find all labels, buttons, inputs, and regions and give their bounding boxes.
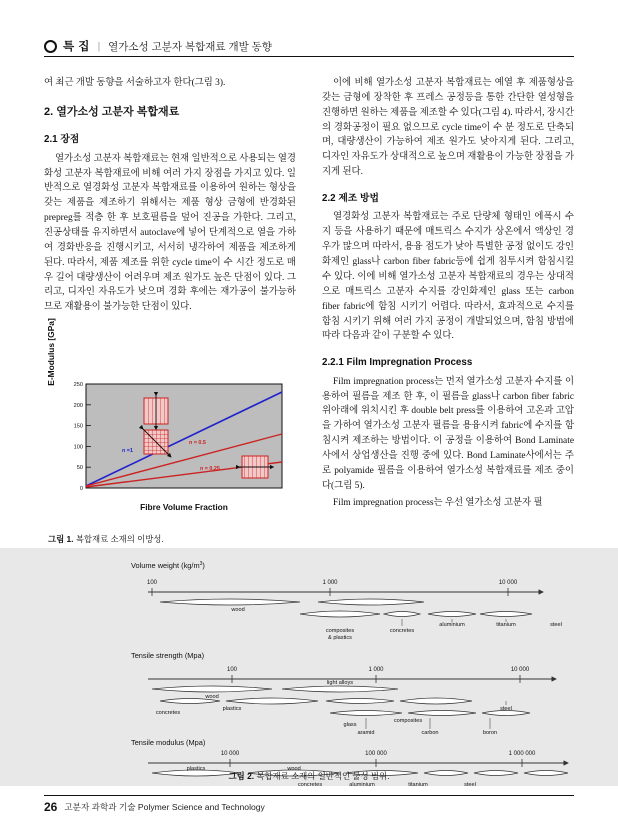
- panel-2-label-plastics: plastics: [222, 706, 242, 712]
- series-label-n025: n = 0.25: [200, 466, 220, 472]
- panel-2-label-concretes: concretes: [155, 710, 181, 716]
- section-heading-2: 2. 열가소성 고분자 복합재료: [44, 105, 180, 118]
- panel-1-tick-2: 1 000: [322, 580, 338, 586]
- figure-1: [46, 318, 290, 545]
- header-badge-label: 특 집: [63, 41, 90, 53]
- header-subtitle: 열가소성 고분자 복합재료 개발 동향: [108, 40, 272, 53]
- figure-2-caption: [0, 770, 618, 782]
- specimen-box-top: [144, 394, 168, 428]
- y-tick-150: 150: [73, 423, 83, 430]
- y-tick-250: 250: [73, 382, 83, 388]
- figure-2-panel-volume-weight: [131, 561, 562, 641]
- panel-3-label-plastics: plastics: [186, 766, 206, 772]
- series-label-n1: n =1: [122, 448, 133, 454]
- panel-3-tick-3: 1 000 000: [508, 751, 536, 757]
- left-paragraph-1: 열가소성 고분자 복합재료는 현재 일반적으로 사용되는 열경화성 고분자 복합재료에 비해 여러 가지 장점을 가지고 있다. 일반적으로 열경화성 고분자 복합재료를 이용하여 원하는 형상을 갖는 제품을 제조하기 위해서는 제품 형상 금형에 반경화된 prepreg를 적층 한 후 보호필름을 덮어 진공을 가한다. 그리고, 진공상태를 유지하면서 autoclave에 넣어 단계적으로 열을 가하여 경화반응을 진행시키고, 서서히 냉각하여 제품을 제조하게 된다. 따라서, 제품 제조를 위한 cycle time이 수 시간 정도로 매우 길어 대량생산이 어려우며 제조 원가도 높은 단점이 있다. 그리고, 디자인 자유도가 낮으며 경화 후에는 재가공이 불가능하므로 재활용이 불가능한 단점이 있다.: [44, 153, 296, 313]
- panel-1-label-titanium: titanium: [496, 622, 516, 628]
- panel-3-tick-1: 10 000: [220, 751, 240, 757]
- header-divider: [44, 56, 574, 57]
- page-footer: [44, 800, 574, 814]
- panel-2-label-carbon: carbon: [421, 730, 439, 736]
- figure-1-caption-text: 복합재료 소재의 이방성.: [75, 534, 164, 544]
- subsection-heading-2-1: 2.1 장점: [44, 134, 80, 146]
- panel-3-tick-2: 100 000: [365, 751, 387, 757]
- panel-2-tick-1: 100: [226, 667, 238, 673]
- page-header: [44, 38, 574, 54]
- subsection-heading-2-2-1: 2.2.1 Film Impregnation Process: [322, 357, 473, 369]
- panel-2-title: Tensile strength (Mpa): [131, 651, 205, 660]
- y-tick-100: 100: [73, 444, 83, 451]
- panel-2-label-glass: glass: [343, 722, 357, 728]
- panel-1-label-aluminium: aluminium: [439, 622, 465, 628]
- right-paragraph-3: Film impregnation process는 먼저 열가소성 고분자 수지를 이용하여 필름을 제조 한 후, 이 필름을 glass나 carbon fiber fabric 위아래에 위치시킨 후 double belt press를 이용하여 고온과 고압을 가하여 열가소성 고분자 필름을 용융시켜 fabric에 수지를 함침시켜 제조하는 방법이다. 이 공정을 이용하여 Bond Laminate사에서 상업생산을 진행 중에 있다. Bond Laminate사에서는 주로 polyamide 필름을 이용하여 열가소성 복합재료를 제조 중이다(그림 5).: [322, 376, 574, 491]
- panel-1-label-plastics: & plastics: [328, 635, 352, 641]
- figure-1-svg: [48, 378, 290, 502]
- right-column: [322, 76, 574, 512]
- panel-3-label-concretes: concretes: [297, 782, 323, 786]
- panel-2-label-steel: steel: [500, 706, 512, 712]
- panel-1-label-concretes: concretes: [389, 628, 415, 634]
- panel-2-label-light-alloys: light alloys: [326, 680, 354, 686]
- panel-2-label-boron: boron: [482, 730, 498, 736]
- panel-1-label-steel: steel: [550, 622, 562, 628]
- y-tick-0: 0: [79, 486, 83, 492]
- figure-2: [0, 548, 618, 786]
- figure-1-x-axis-label: Fibre Volume Fraction: [140, 502, 228, 512]
- panel-1-tick-1: 100: [146, 580, 158, 586]
- panel-2-label-aramid: aramid: [357, 730, 375, 736]
- figure-2-svg: [0, 548, 618, 786]
- series-label-n05: n = 0.5: [189, 440, 206, 446]
- panel-2-tick-3: 10 000: [510, 667, 530, 673]
- footer-page-number: 26: [44, 800, 58, 814]
- panel-3-label-wood: wood: [287, 766, 301, 772]
- panel-1-title: Volume weight $(kg/m^3)$: [131, 561, 205, 570]
- panel-1-label-wood: wood: [231, 607, 245, 613]
- panel-1-label-composites: composites: [325, 628, 355, 634]
- figure-2-caption-text: 복합재료 소재의 일반적인 물성 범위.: [256, 771, 390, 781]
- bullet-icon: [44, 40, 57, 53]
- y-tick-200: 200: [73, 402, 83, 409]
- left-intro-paragraph: 여 최근 개발 동향을 서술하고자 한다(그림 3).: [44, 78, 226, 88]
- figure-1-plot: [46, 318, 290, 516]
- left-column: [44, 76, 296, 317]
- panel-3-label-aluminium: aluminium: [349, 782, 375, 786]
- right-paragraph-1: 이에 비해 열가소성 고분자 복합재료는 예열 후 제품형상을 갖는 금형에 장착한 후 프레스 공정등을 통한 간단한 열성형을 진행하면 원하는 제품을 제조할 수 있다(그림 4). 따라서, 장시간의 경화공정이 필요 없으므로 cycle time이 수 분 정도로 단축되며, 대량생산이 가능하여 제조 원가도 낮아지게 된다. 그리고, 디자인 자유도가 상대적으로 높으며 재활용이 가능한 장점을 가지게 된다.: [322, 78, 574, 178]
- figure-1-y-axis-label: E-Modulus [GPa]: [46, 318, 56, 386]
- subsection-heading-2-2: 2.2 제조 방법: [322, 193, 379, 205]
- y-tick-50: 50: [76, 465, 83, 472]
- panel-2-label-wood: wood: [205, 694, 219, 700]
- panel-2-label-composites: composites: [393, 718, 423, 724]
- panel-1-tick-3: 10 000: [498, 580, 518, 586]
- figure-1-caption-label: 그림 1.: [48, 534, 74, 544]
- panel-3-label-steel: steel: [464, 782, 476, 786]
- header-separator: |: [97, 40, 101, 52]
- right-paragraph-2: 열경화성 고분자 복합재료는 주로 단량체 형태인 에폭시 수지 등을 사용하기 때문에 매트릭스 수지가 상온에서 액상인 경우가 많으며 따라서, 용융 점도가 낮아 특별한 공정 없이도 강인화제인 glass나 carbon fiber fabric등에 쉽게 침투시켜 함침시킬 수 있다. 이에 비해 열가소성 고분자 복합재료의 경우는 상대적으로 매트릭스 고분자 수지를 강인화제인 glass 또는 carbon fiber fabric에 함침 시키기 어렵다. 따라서, 효과적으로 수지를 함침 시키기 위해 여러 가지 공정이 개발되었으며, 함침 방법에 따라 다음과 같이 구분할 수 있다.: [322, 212, 574, 342]
- figure-1-caption: [48, 533, 290, 545]
- footer-divider: [44, 795, 574, 796]
- panel-2-tick-2: 1 000: [368, 667, 384, 673]
- specimen-box-bottom: [238, 456, 272, 478]
- figure-2-caption-label: 그림 2.: [228, 771, 255, 781]
- panel-3-title: Tensile modulus (Mpa): [131, 738, 206, 747]
- figure-2-panel-tensile-strength: [131, 651, 556, 736]
- panel-3-label-titanium: titanium: [408, 782, 428, 786]
- right-paragraph-4: Film impregnation process는 우선 열가소성 고분자 필: [333, 497, 543, 508]
- footer-journal-title: 고분자 과학과 기술 Polymer Science and Technology: [64, 802, 265, 812]
- specimen-box-middle: [142, 428, 170, 456]
